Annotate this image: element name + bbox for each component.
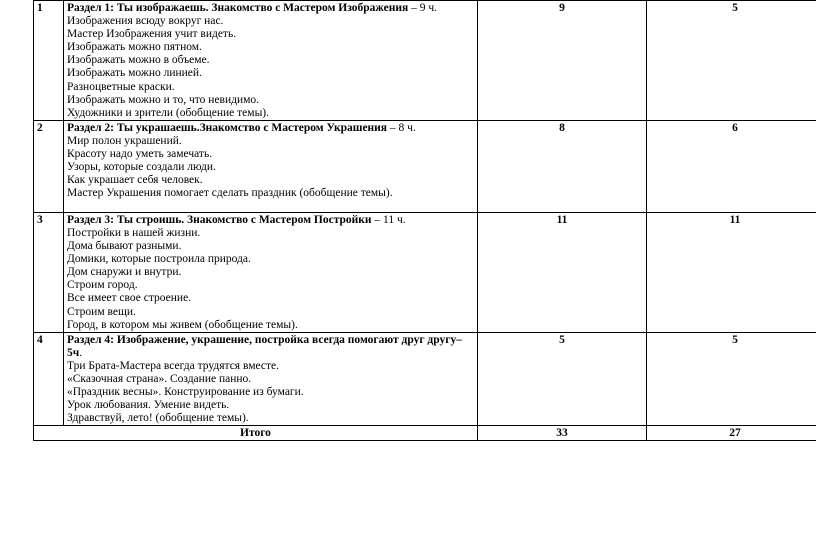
table-row <box>34 332 816 426</box>
hours-practice: 11 <box>647 212 816 332</box>
topic-item: Город, в котором мы живем (обобщение темы). <box>67 318 298 331</box>
section-cell <box>64 332 478 426</box>
total-label: Итого <box>34 426 478 441</box>
topic-item: Урок любования. Умение видеть. <box>67 399 230 412</box>
total-hours: 33 <box>478 426 647 441</box>
hours-practice: 6 <box>647 120 816 212</box>
section-hours: . <box>79 346 83 359</box>
topic-item: Как украшает себя человек. <box>67 174 203 187</box>
section-hours: – 8 ч. <box>387 121 416 134</box>
hours-total: 9 <box>478 1 647 121</box>
hours-total: 8 <box>478 120 647 212</box>
section-title: Раздел 3: Ты строишь. Знакомство с Мастером Постройки <box>67 213 372 226</box>
topic-item: «Сказочная страна». Создание панно. <box>67 372 252 385</box>
table-row <box>34 212 816 332</box>
topic-item: Мастер Изображения учит видеть. <box>67 28 237 41</box>
row-number: 2 <box>34 120 64 212</box>
section-cell <box>64 1 478 121</box>
row-number: 3 <box>34 212 64 332</box>
topic-item: Строим вещи. <box>67 305 136 318</box>
topic-item: «Праздник весны». Конструирование из бумаги. <box>67 386 304 399</box>
topic-item: Домики, которые построила природа. <box>67 253 251 266</box>
section-title: Раздел 1: Ты изображаешь. Знакомство с Мастером Изображения <box>67 2 409 14</box>
hours-total: 11 <box>478 212 647 332</box>
curriculum-table <box>33 0 816 441</box>
table-row <box>34 120 816 212</box>
topic-item: Изображать можно и то, что невидимо. <box>67 93 260 106</box>
hours-practice: 5 <box>647 1 816 121</box>
section-hours: – 9 ч. <box>408 2 437 14</box>
section-cell <box>64 120 478 212</box>
section-cell <box>64 212 478 332</box>
section-title: Раздел 4: Изображение, украшение, постройка всегда помогают друг другу– 5ч <box>67 333 462 359</box>
topic-item: Мир полон украшений. <box>67 134 182 147</box>
row-number: 4 <box>34 332 64 426</box>
topic-item: Красоту надо уметь замечать. <box>67 148 213 161</box>
hours-total: 5 <box>478 332 647 426</box>
topic-item: Постройки в нашей жизни. <box>67 226 201 239</box>
topic-item: Дом снаружи и внутри. <box>67 266 182 279</box>
topic-item: Изображать можно в объеме. <box>67 54 210 67</box>
topic-item: Дома бывают разными. <box>67 240 182 253</box>
topic-item: Узоры, которые создали люди. <box>67 161 216 174</box>
table-row <box>34 1 816 121</box>
topic-item: Мастер Украшения помогает сделать праздник (обобщение темы). <box>67 187 393 200</box>
total-row <box>34 426 816 441</box>
section-title: Раздел 2: Ты украшаешь.Знакомство с Мастером Украшения <box>67 121 388 134</box>
topic-item: Изображать можно линией. <box>67 67 202 80</box>
hours-practice: 5 <box>647 332 816 426</box>
total-practice: 27 <box>647 426 816 441</box>
topic-item: Все имеет свое строение. <box>67 292 192 305</box>
topic-item: Строим город. <box>67 279 138 292</box>
topic-item: Художники и зрители (обобщение темы). <box>67 106 269 119</box>
topic-item: Изображать можно пятном. <box>67 41 202 54</box>
row-number: 1 <box>34 1 64 121</box>
topic-item: Три Брата-Мастера всегда трудятся вместе. <box>67 359 279 372</box>
topic-item: Изображения всюду вокруг нас. <box>67 15 224 28</box>
section-hours: – 11 ч. <box>371 213 406 226</box>
topic-item: Разноцветные краски. <box>67 80 175 93</box>
topic-item: Здравствуй, лето! (обобщение темы). <box>67 412 249 425</box>
